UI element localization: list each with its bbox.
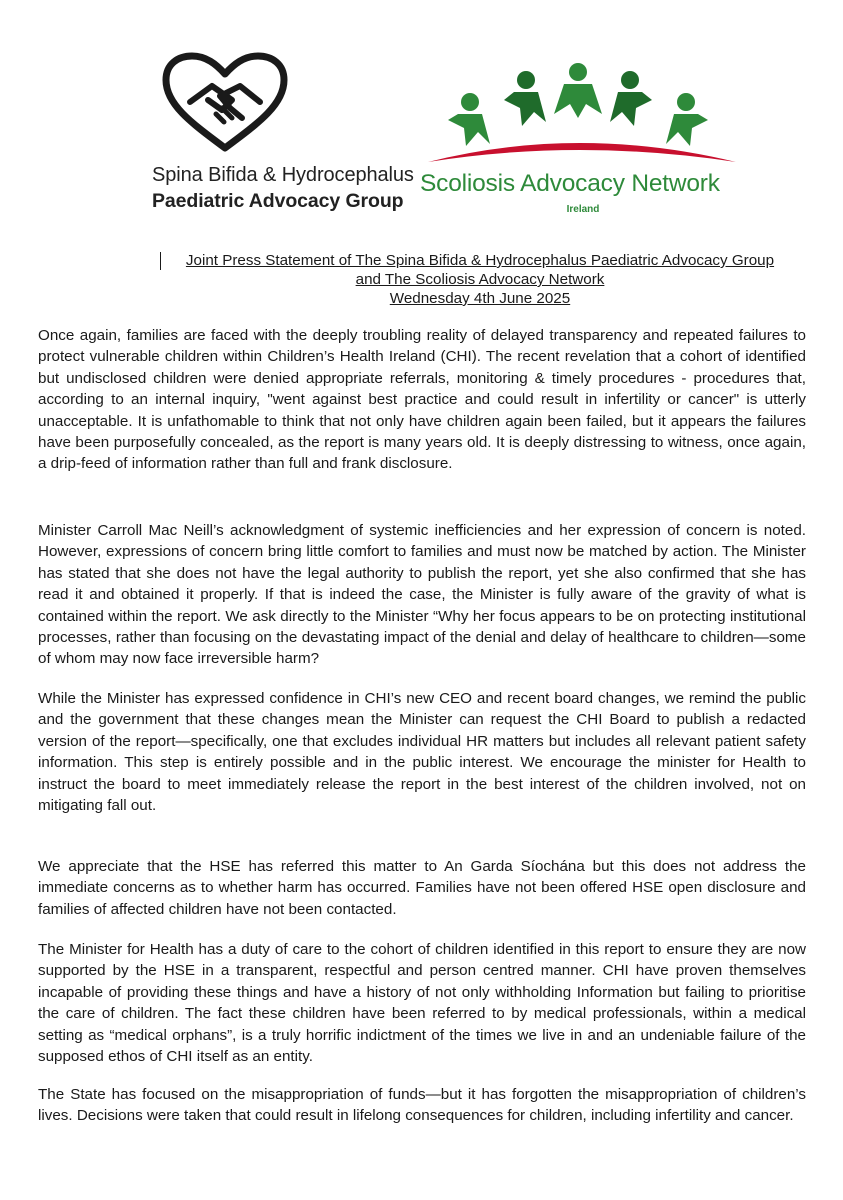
paragraph-1: Once again, families are faced with the deeply troubling reality of delayed transparency and repeated failures to protect vulnerable children within Children’s Health Ireland (CHI). The recent revelation that a cohort of identified but undisclosed children were denied appropriate referrals, monitoring & timely procedures - procedures that, according to an internal inquiry, "went against best practice and could result in infertility or cancer" is utterly unacceptable. It is unfathomable to think that not only have children again been failed, but it appears the failures have been purposefully concealed, as the report is many years old. It is deeply distressing to witness, once again, a drip-feed of information rather than full and frank disclosure. — [38, 327, 806, 473]
header-date: Wednesday 4th June 2025 — [389, 290, 571, 307]
people-arc-icon — [418, 62, 748, 170]
logo-right-country: Ireland — [566, 204, 600, 215]
logo-left-line1: Spina Bifida & Hydrocephalus — [152, 164, 414, 186]
spina-bifida-logo — [152, 52, 414, 220]
scoliosis-advocacy-logo — [418, 62, 748, 217]
header-line2: and The Scoliosis Advocacy Network — [355, 271, 605, 288]
header-line1: Joint Press Statement of The Spina Bifida & Hydrocephalus Paediatric Advocacy Group — [185, 252, 775, 269]
press-statement-header — [160, 251, 800, 308]
paragraph-3: While the Minister has expressed confidence in CHI’s new CEO and recent board changes, we remind the public and the government that these changes mean the Minister can request the CHI Board to publish a redacted version of the report—specifically, one that excludes individual HR matters but includes all relevant patient safety information. This step is entirely possible and in the public interest. We encourage the minister for Health to instruct the board to meet immediately release the report in the best interest of the children involved, not on mitigating fall out. — [38, 690, 806, 815]
paragraph-5: The Minister for Health has a duty of care to the cohort of children identified in this report to ensure they are now supported by the HSE in a transparent, respectful and person centred manner. CHI have proven themselves incapable of providing these things and have a history of not only withholding Information but failing to prioritise the care of children. The fact these children have been referred to by medical professionals, within a medical setting as “medical orphans”, is a truly horrific indictment of the times we live in and an undeniable failure of the supposed ethos of CHI itself as an entity. — [38, 941, 806, 1066]
heart-handshake-icon — [160, 52, 290, 152]
logo-left-line2: Paediatric Advocacy Group — [152, 190, 404, 212]
paragraph-4: We appreciate that the HSE has referred this matter to An Garda Síochána but this does not address the immediate concerns as to whether harm has occurred. Families have not been offered HSE open disclosure and families of affected children have not been contacted. — [38, 858, 806, 918]
logo-right-name: Scoliosis Advocacy Network — [420, 170, 720, 197]
paragraph-2: Minister Carroll Mac Neill’s acknowledgment of systemic inefficiencies and her expression of concern is noted. However, expressions of concern bring little comfort to families and must now be matched by action. The Minister has stated that she does not have the legal authority to publish the report, yet she also confirmed that she has read it and obtained it properly. If that is indeed the case, the Minister is fully aware of the gravity of what is contained within the report. We ask directly to the Minister “Why her focus appears to be on protecting institutional processes, rather than focusing on the devastating impact of the denial and delay of healthcare to children—some of whom may now face irreversible harm? — [38, 522, 806, 668]
paragraph-6: The State has focused on the misappropriation of funds—but it has forgotten the misappropriation of children’s lives. Decisions were taken that could result in lifelong consequences for children, including infertility and cancer. — [38, 1086, 806, 1125]
